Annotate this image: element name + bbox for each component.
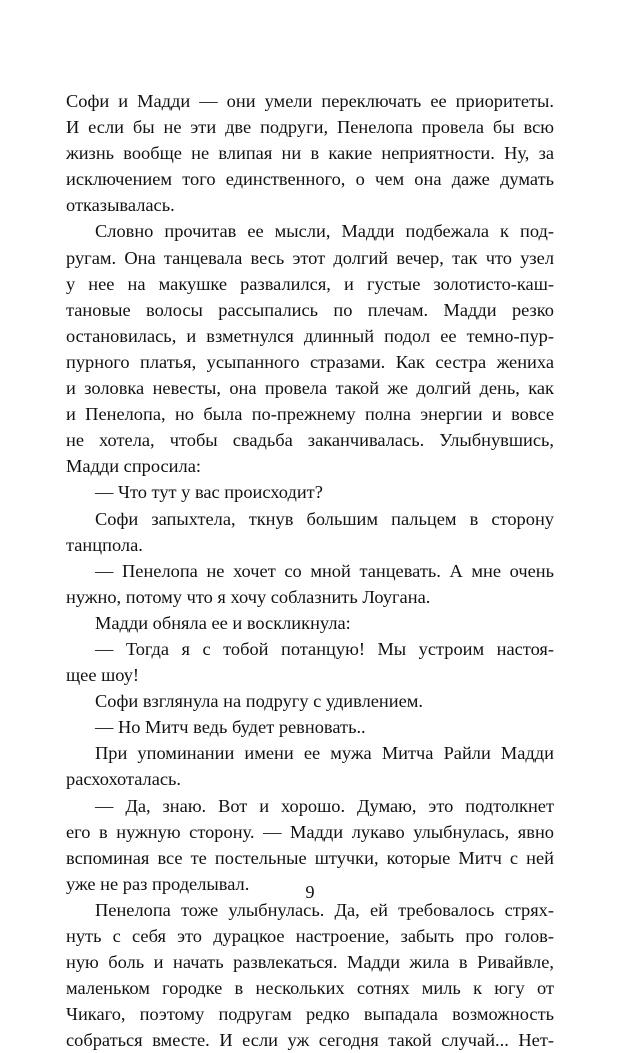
text-line: — Тогда я с тобой потанцую! Мы устроим настоя- bbox=[95, 638, 554, 659]
text-line: его в нужную сторону. — Мадди лукаво улыбнулась, явно bbox=[66, 821, 554, 842]
text-line: маленьком городке в нескольких сотнях миль к югу от bbox=[66, 978, 554, 999]
text-line: тановые волосы рассыпались по плечам. Мадди резко bbox=[66, 299, 554, 320]
text-line: остановилась, и взметнулся длинный подол ее темно-пур- bbox=[66, 325, 554, 346]
text-line: Мадди спросила: bbox=[66, 456, 201, 477]
text-line: вспоминая все те постельные штучки, которые Митч с ней bbox=[66, 847, 554, 868]
text-line: — Но Митч ведь будет ревновать.. bbox=[95, 717, 366, 738]
text-line: танцпола. bbox=[66, 534, 143, 555]
text-line: исключением того единственного, о чем она даже думать bbox=[66, 169, 554, 190]
text-line: Софи запыхтела, ткнув большим пальцем в сторону bbox=[95, 508, 554, 529]
text-line: щее шоу! bbox=[66, 665, 140, 686]
text-line: Чикаго, поэтому подругам редко выпадала возможность bbox=[66, 1004, 554, 1025]
text-line: и Пенелопа, но была по-прежнему полна энергии и вовсе bbox=[66, 404, 554, 425]
text-line: и золовка невесты, она провела такой же долгий день, как bbox=[66, 378, 554, 399]
text-line: При упоминании имени ее мужа Митча Райли Мадди bbox=[95, 743, 554, 764]
text-line: — Пенелопа не хочет со мной танцевать. А мне очень bbox=[95, 560, 554, 581]
text-line: — Да, знаю. Вот и хорошо. Думаю, это подтолкнет bbox=[95, 795, 554, 816]
text-line: собраться вместе. И если уж сегодня такой случай... Нет- bbox=[66, 1030, 554, 1051]
text-line: И если бы не эти две подруги, Пенелопа провела бы всю bbox=[66, 117, 554, 138]
text-line: не хотела, чтобы свадьба заканчивалась. Улыбнувшись, bbox=[66, 430, 554, 451]
text-line: Пенелопа тоже улыбнулась. Да, ей требовалось стрях- bbox=[95, 899, 554, 920]
text-line: Мадди обняла ее и воскликнула: bbox=[95, 612, 351, 633]
text-line: уже не раз проделывал. bbox=[66, 873, 250, 894]
text-line: ругам. Она танцевала весь этот долгий вечер, так что узел bbox=[66, 247, 554, 268]
text-line: — Что тут у вас происходит? bbox=[95, 482, 323, 503]
page-number: 9 bbox=[305, 882, 315, 902]
text-line: нужно, потому что я хочу соблазнить Лоугана. bbox=[66, 586, 431, 607]
text-line: Словно прочитав ее мысли, Мадди подбежала к под- bbox=[95, 221, 554, 242]
text-line: расхохоталась. bbox=[66, 769, 182, 790]
text-line: нуть с себя это дурацкое настроение, забыть про голов- bbox=[66, 926, 554, 946]
text-line: Софи и Мадди — они умели переключать ее приоритеты. bbox=[66, 91, 554, 111]
text-line: Софи взглянула на подругу с удивлением. bbox=[95, 691, 423, 712]
text-line: отказывалась. bbox=[66, 195, 175, 216]
text-line: пурного платья, усыпанного стразами. Как сестра жениха bbox=[66, 351, 554, 372]
body-text bbox=[66, 88, 554, 1053]
text-line: ную боль и начать развлекаться. Мадди жила в Ривайвле, bbox=[66, 952, 554, 973]
text-line: жизнь вообще не влипая ни в какие неприятности. Ну, за bbox=[66, 143, 554, 164]
text-line: у нее на макушке развалился, и густые золотисто-каш- bbox=[66, 273, 554, 294]
